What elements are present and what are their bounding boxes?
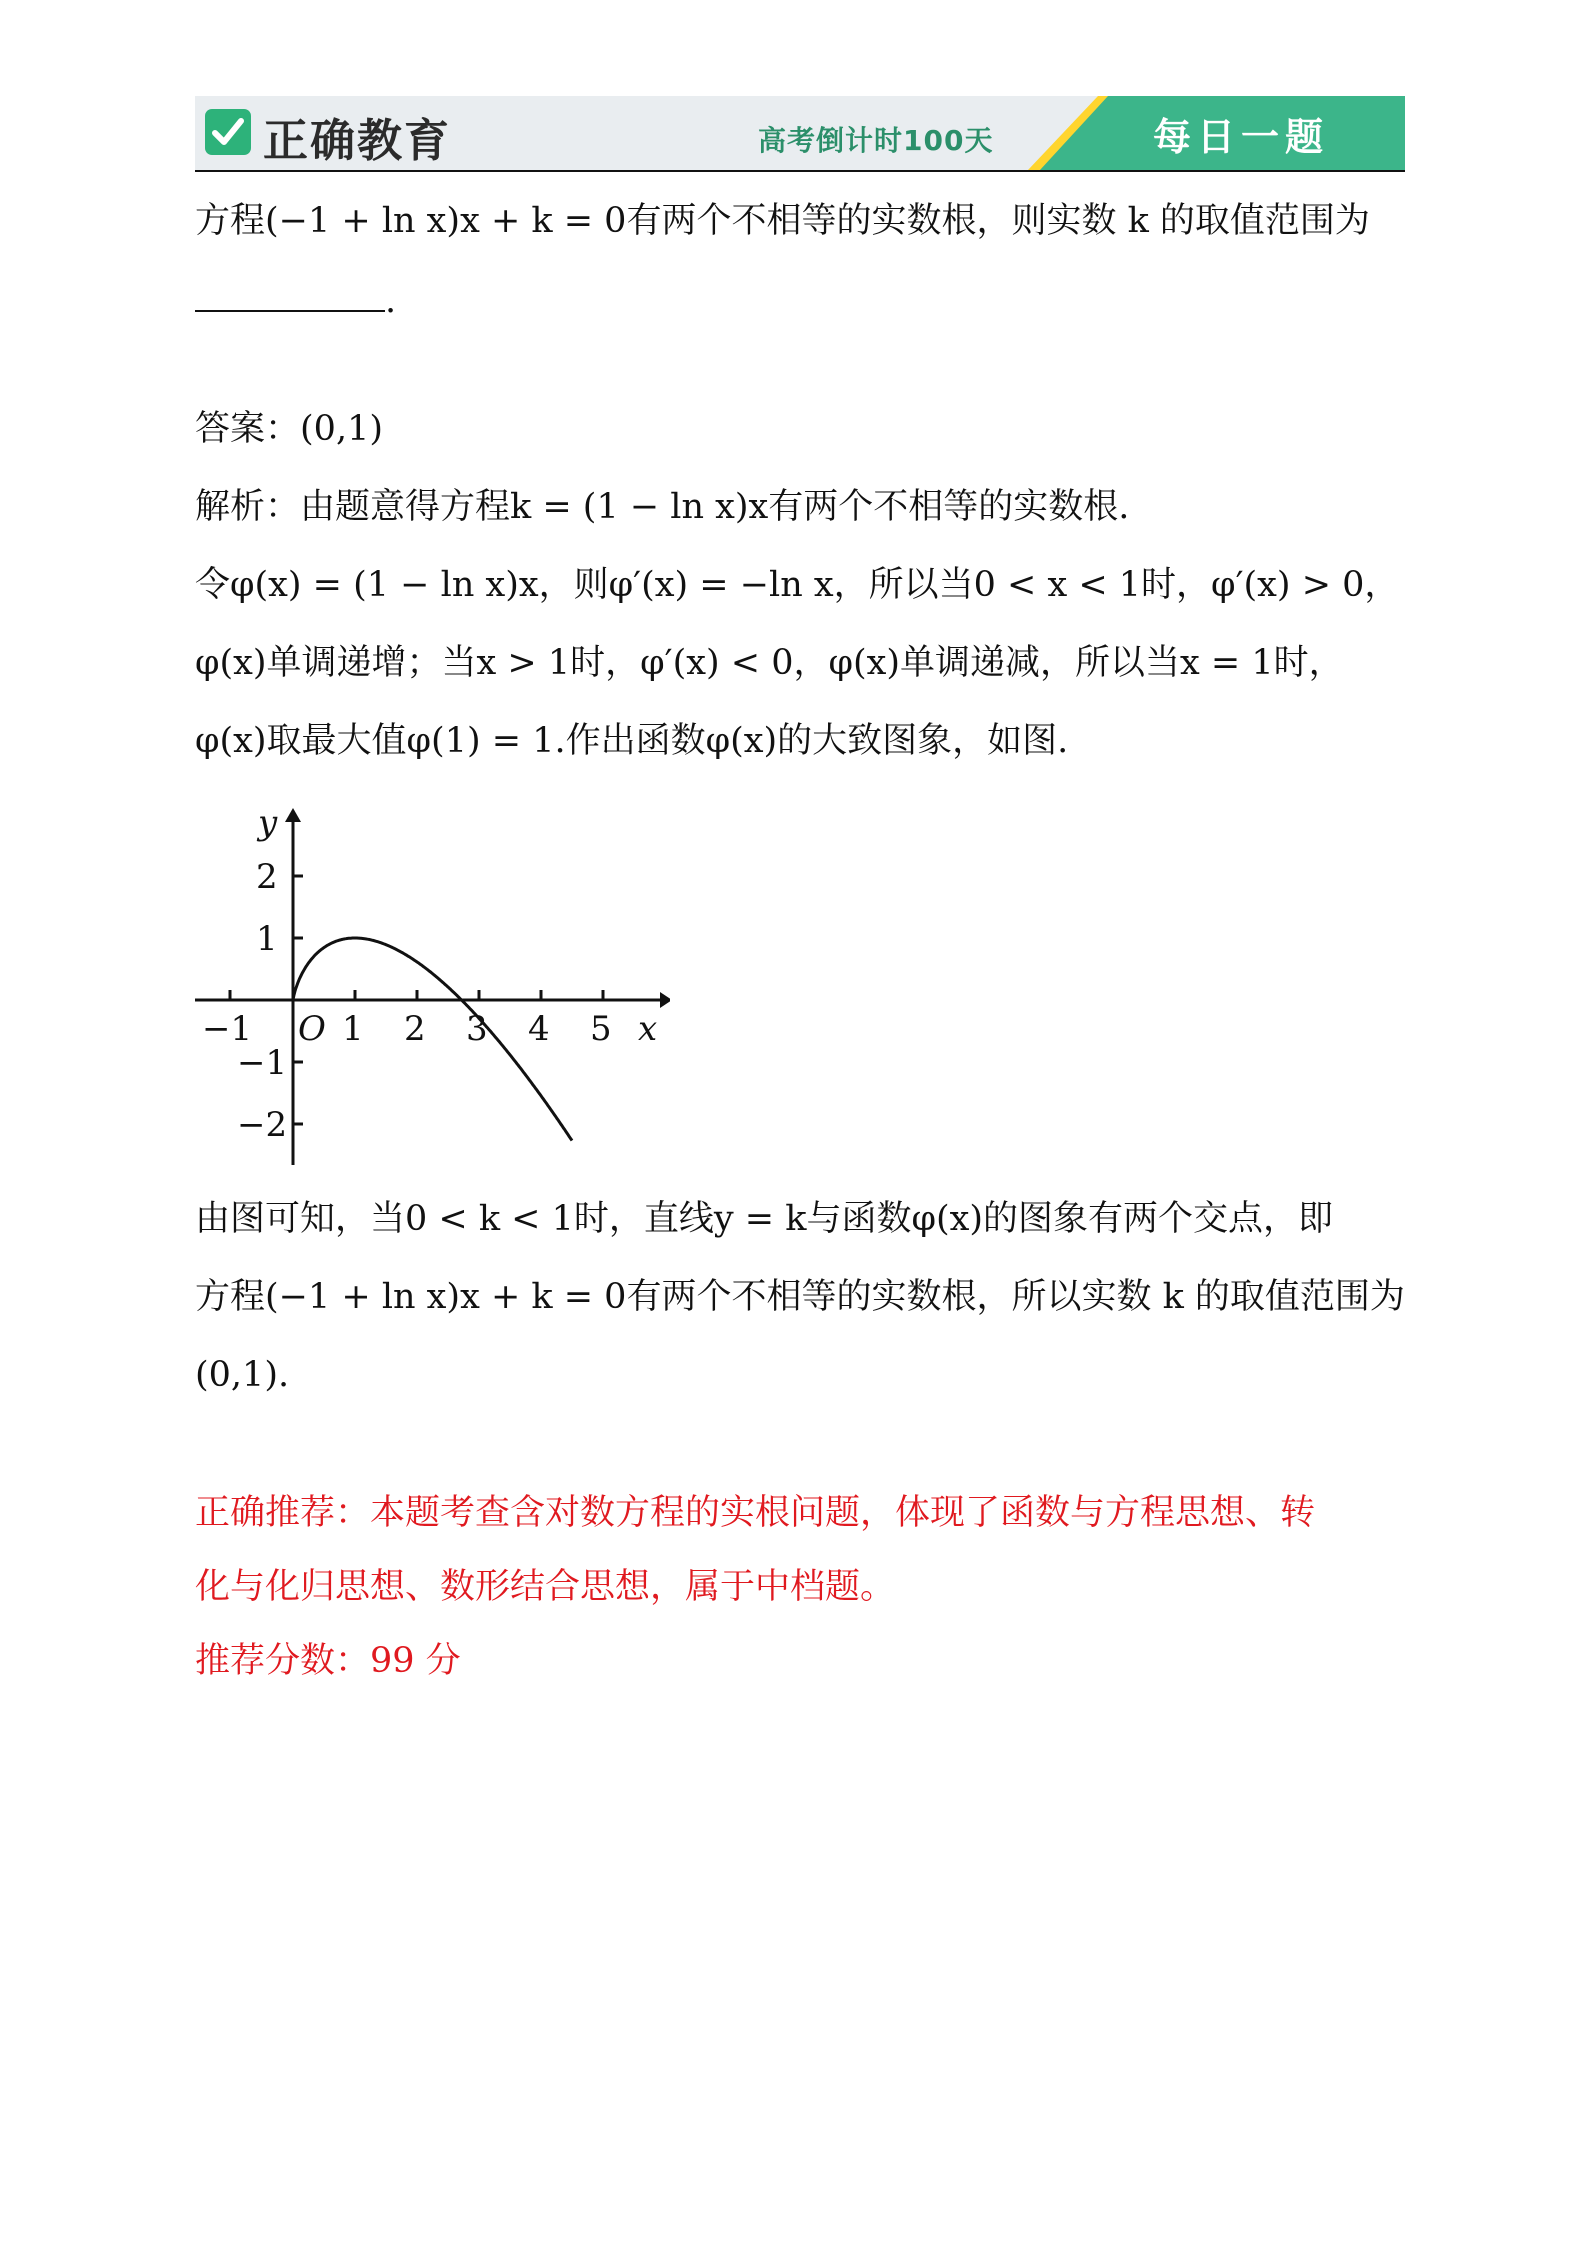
analysis-line-3: φ(x)单调递增；当x > 1时，φ′(x) < 0，φ(x)单调递减，所以当x = 1时， xyxy=(195,643,1344,683)
x-axis-arrow xyxy=(660,992,670,1008)
recommendation-line-1: 正确推荐：本题考查含对数方程的实根问题，体现了函数与方程思想、转 xyxy=(195,1493,1316,1533)
x-axis-label: x xyxy=(638,1009,658,1049)
analysis-line-1: 解析：由题意得方程k = (1 − ln x)x有两个不相等的实数根. xyxy=(195,487,1130,527)
y-tick-label: −1 xyxy=(237,1043,288,1083)
y-tick-label: 1 xyxy=(256,919,278,959)
x-tick-label: 1 xyxy=(342,1009,364,1049)
analysis-line-2: 令φ(x) = (1 − ln x)x，则φ′(x) = −ln x，所以当0 < x < 1时，φ′(x) > 0， xyxy=(195,565,1400,605)
x-tick-label: 2 xyxy=(404,1009,426,1049)
conclusion-line-3: (0,1). xyxy=(195,1355,290,1395)
checkmark-icon xyxy=(205,109,251,155)
y-axis-arrow xyxy=(285,808,301,822)
logo-text: 正确教育 xyxy=(263,114,452,167)
function-graph xyxy=(190,800,670,1180)
question-line-1: 方程(−1 + ln x)x + k = 0有两个不相等的实数根，则实数 k 的取值范围为 xyxy=(195,201,1370,241)
x-tick-label: 5 xyxy=(590,1009,612,1049)
recommendation-score: 推荐分数：99 分 xyxy=(195,1641,461,1681)
question-line-2: . xyxy=(195,278,396,324)
recommendation-line-2: 化与化归思想、数形结合思想，属于中档题。 xyxy=(195,1567,896,1607)
answer-line xyxy=(195,406,383,452)
x-tick-label: 4 xyxy=(528,1009,550,1049)
y-axis-label: y xyxy=(258,803,278,843)
conclusion-line-2: 方程(−1 + ln x)x + k = 0有两个不相等的实数根，所以实数 k 的取值范围为 xyxy=(195,1277,1405,1317)
analysis-line-4: φ(x)取最大值φ(1) = 1.作出函数φ(x)的大致图象，如图. xyxy=(195,721,1069,761)
answer-label: 答案： xyxy=(195,409,301,449)
banner-title: 每日一题 xyxy=(1153,115,1330,159)
y-tick-label: −2 xyxy=(237,1105,288,1145)
answer-value: (0,1) xyxy=(300,409,383,449)
x-tick-label: −1 xyxy=(202,1009,253,1049)
answer-blank xyxy=(195,280,385,312)
header-divider xyxy=(195,170,1405,172)
conclusion-line-1: 由图可知，当0 < k < 1时，直线y = k与函数φ(x)的图象有两个交点，即 xyxy=(195,1199,1334,1239)
countdown-text: 高考倒计时100天 xyxy=(758,124,994,157)
origin-label: O xyxy=(298,1009,326,1049)
x-tick-label: 3 xyxy=(466,1009,488,1049)
y-tick-label: 2 xyxy=(256,857,278,897)
